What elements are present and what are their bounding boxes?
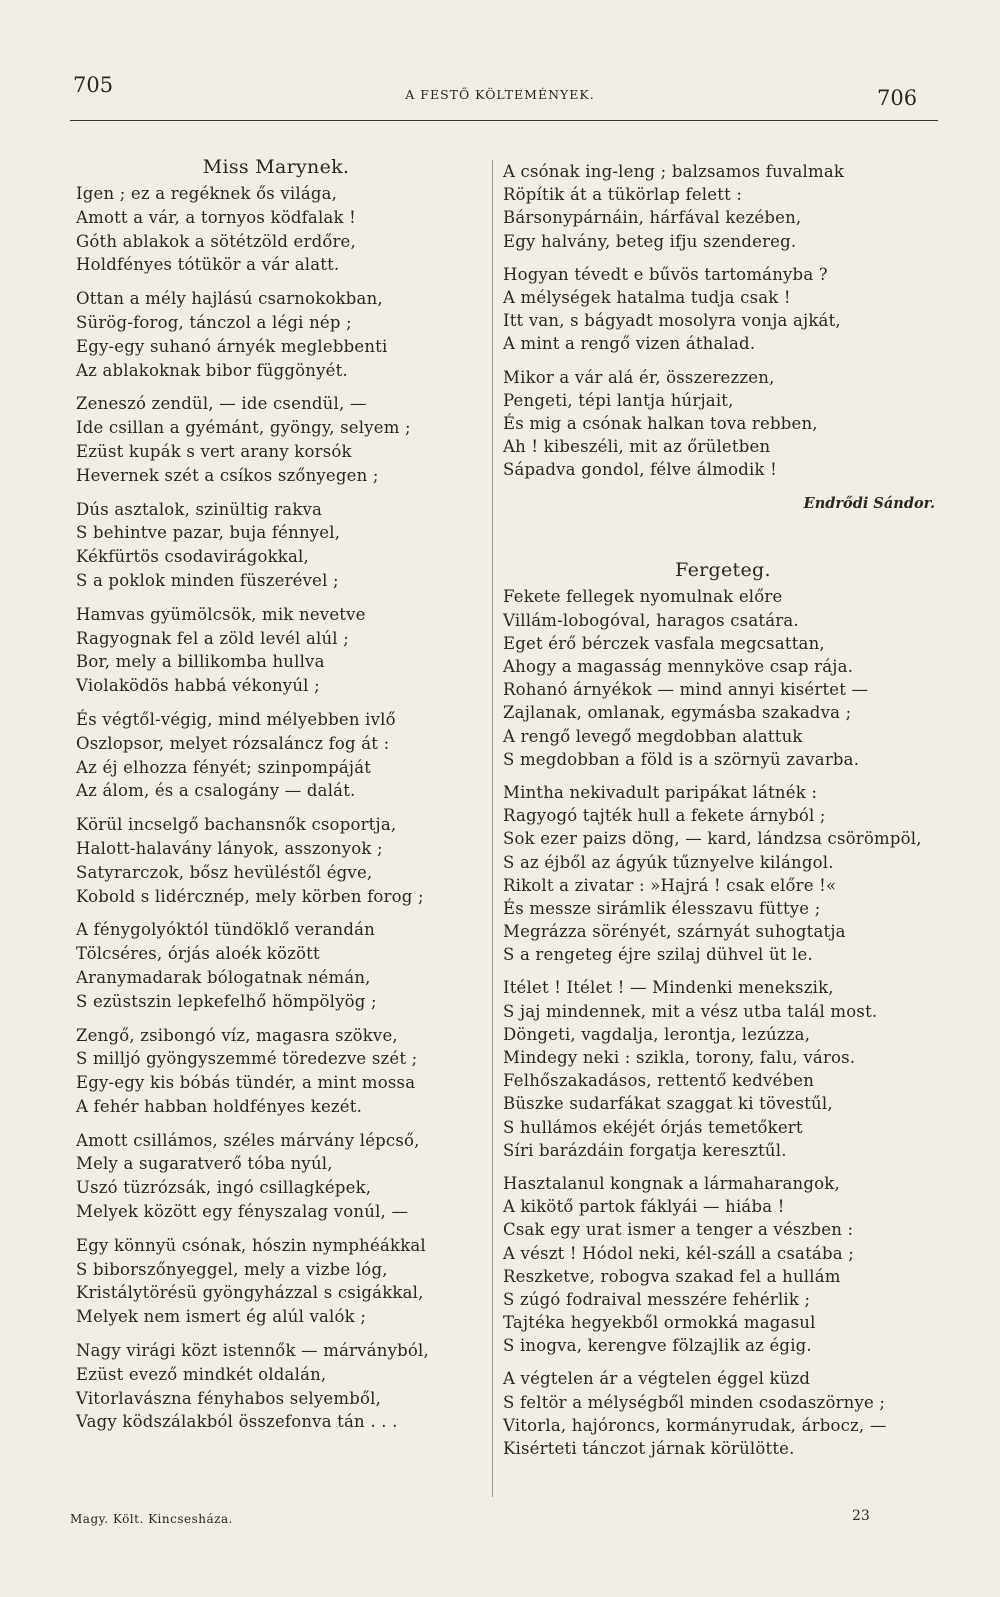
verse-line: Mikor a vár alá ér, összerezzen,: [503, 367, 775, 387]
verse-line: Hevernek szét a csíkos szőnyegen ;: [76, 465, 379, 485]
verse-line: Reszketve, robogva szakad fel a hullám: [503, 1266, 841, 1286]
verse-line: És végtől-végig, mind mélyebben ivlő: [76, 709, 396, 729]
verse-line: Az éj elhozza fényét; szinpompáját: [76, 757, 372, 777]
stanza: [503, 781, 943, 967]
verse-line: A kikötő partok fáklyái — hiába !: [503, 1197, 785, 1217]
stanza: [503, 1367, 943, 1460]
verse-line: Síri barázdáin forgatja keresztűl.: [503, 1140, 787, 1160]
verse-line: S feltör a mélységből minden csodaszörnye ;: [503, 1392, 886, 1412]
verse-line: Egy-egy suhanó árnyék meglebbenti: [76, 336, 388, 356]
verse-line: A mélységek hatalma tudja csak !: [503, 287, 791, 307]
verse-line: Csak egy urat ismer a tenger a vészben :: [503, 1220, 854, 1240]
poem-author: Endrődi Sándor.: [803, 495, 935, 513]
stanza: [503, 976, 943, 1162]
verse-line: Oszlopsor, melyet rózsaláncz fog át :: [76, 733, 390, 753]
verse-line: Kisérteti tánczot járnak körülötte.: [503, 1439, 795, 1458]
verse-line: Büszke sudarfákat szaggat ki tövestűl,: [503, 1094, 833, 1114]
poem-title-fergeteg: Fergeteg.: [675, 559, 771, 582]
verse-line: Villám-lobogóval, haragos csatára.: [503, 610, 799, 630]
verse-line: Sürög-forog, tánczol a légi nép ;: [76, 312, 352, 332]
verse-line: S milljó gyöngyszemmé töredezve szét ;: [76, 1049, 418, 1069]
stanza: [76, 1234, 476, 1329]
verse-line: Mely a sugaratverő tóba nyúl,: [76, 1154, 333, 1174]
verse-line: Vitorla, hajóroncs, kormányrudak, árbocz, —: [503, 1415, 887, 1435]
left-stanzas: [76, 182, 476, 1434]
verse-line: Az álom, és a csalogány — dalát.: [76, 781, 356, 801]
verse-line: Ide csillan a gyémánt, gyöngy, selyem ;: [76, 418, 411, 438]
verse-line: S jaj mindennek, mit a vész utba talál most.: [503, 1001, 878, 1021]
stanza: [76, 708, 476, 803]
verse-line: Körül incselgő bachansnők csoportja,: [76, 815, 397, 835]
verse-line: S behintve pazar, buja fénnyel,: [76, 523, 341, 543]
verse-line: Bor, mely a billikomba hullva: [76, 652, 325, 672]
verse-line: Hogyan tévedt e bűvös tartományba ?: [503, 264, 828, 284]
stanza: [503, 585, 943, 771]
verse-line: Aranymadarak bólogatnak némán,: [76, 967, 371, 987]
stanza: [76, 498, 476, 593]
verse-line: Vitorlavászna fényhabos selyemből,: [76, 1388, 382, 1408]
verse-line: Felhőszakadásos, rettentő kedvében: [503, 1071, 815, 1091]
verse-line: S inogva, kerengve fölzajlik az égig.: [503, 1336, 812, 1356]
verse-line: S biborszőnyeggel, mely a vizbe lóg,: [76, 1259, 388, 1279]
verse-line: Holdfényes tótükör a vár alatt.: [76, 255, 340, 275]
left-column: [76, 152, 476, 1444]
verse-line: Ragyognak fel a zöld levél alúl ;: [76, 628, 349, 648]
verse-line: S a rengeteg éjre szilaj dühvel üt le.: [503, 945, 813, 965]
page-number-right: 706: [877, 86, 918, 110]
verse-line: Nagy virági közt istennők — márványból,: [76, 1341, 429, 1361]
verse-line: S az éjből az ágyúk tűznyelve kilángol.: [503, 852, 834, 872]
verse-line: Amott a vár, a tornyos ködfalak !: [76, 207, 356, 227]
verse-line: Mindegy neki : szikla, torony, falu, város.: [503, 1048, 856, 1067]
verse-line: Kékfürtös csodavirágokkal,: [76, 547, 309, 567]
signature-mark: Magy. Költ. Kincsesháza.: [70, 1512, 233, 1526]
sheet-number: 23: [852, 1508, 870, 1524]
poem-title-miss-marynek: Miss Marynek.: [202, 156, 350, 178]
verse-line: Kobold s lidércznép, mely körben forog ;: [76, 886, 424, 906]
verse-line: Halott-halavány lányok, asszonyok ;: [76, 838, 383, 858]
verse-line: Tölcséres, órjás aloék között: [76, 944, 320, 964]
verse-line: Ah ! kibeszéli, mit az őrületben: [503, 437, 771, 457]
stanza: [76, 603, 476, 698]
verse-line: Ragyogó tajték hull a fekete árnyból ;: [503, 806, 826, 826]
stanza: [76, 182, 476, 277]
stanza: [76, 918, 476, 1013]
stanza: [503, 1172, 943, 1358]
right-column: [503, 160, 943, 1470]
verse-line: A fénygolyóktól tündöklő verandán: [76, 920, 375, 940]
stanza: [76, 392, 476, 487]
verse-line: És mig a csónak halkan tova rebben,: [503, 413, 818, 433]
verse-line: A fehér habban holdfényes kezét.: [76, 1096, 363, 1116]
verse-line: Ezüst kupák s vert arany korsók: [76, 441, 352, 461]
verse-line: Amott csillámos, széles márvány lépcső,: [76, 1130, 420, 1150]
verse-line: Döngeti, vagdalja, lerontja, lezúzza,: [503, 1024, 811, 1044]
verse-line: A csónak ing-leng ; balzsamos fuvalmak: [503, 162, 845, 181]
verse-line: S megdobban a föld is a szörnyü zavarba.: [503, 749, 860, 769]
verse-line: S ezüstszin lepkefelhő hömpölyög ;: [76, 991, 377, 1011]
header-rule: [70, 120, 938, 121]
stanza: [76, 287, 476, 382]
verse-line: A vészt ! Hódol neki, kél-száll a csatába ;: [503, 1243, 854, 1263]
verse-line: Ezüst evező mindkét oldalán,: [76, 1364, 327, 1384]
verse-line: A végtelen ár a végtelen éggel küzd: [503, 1369, 811, 1389]
verse-line: Zajlanak, omlanak, egymásba szakadva ;: [503, 703, 852, 723]
stanza: [76, 813, 476, 908]
verse-line: Dús asztalok, szinültig rakva: [76, 499, 323, 519]
verse-line: Igen ; ez a regéknek ős világa,: [76, 184, 338, 203]
verse-line: Egy könnyü csónak, hószin nymphéákkal: [76, 1235, 426, 1255]
verse-line: Itt van, s bágyadt mosolyra vonja ajkát,: [503, 311, 841, 331]
verse-line: Vagy ködszálakból összefonva tán . . .: [76, 1412, 398, 1432]
page-number-left: 705: [73, 73, 114, 97]
verse-line: Egy halvány, beteg ifju szendereg.: [503, 231, 797, 251]
poem-continuation-stanzas: [503, 160, 943, 481]
verse-line: Fekete fellegek nyomulnak előre: [503, 587, 783, 607]
verse-line: S a poklok minden füszerével ;: [76, 570, 339, 590]
verse-line: Zeneszó zendül, — ide csendül, —: [76, 394, 367, 414]
verse-line: Itélet ! Itélet ! — Mindenki menekszik,: [503, 978, 834, 998]
verse-line: Melyek nem ismert ég alúl valók ;: [76, 1307, 367, 1327]
verse-line: S hullámos ekéjét órjás temetőkert: [503, 1117, 803, 1137]
verse-line: Röpítik át a tükörlap felett :: [503, 185, 743, 205]
verse-line: Eget érő bérczek vasfala megcsattan,: [503, 633, 825, 653]
verse-line: Rohanó árnyékok — mind annyi kisértet —: [503, 680, 869, 700]
verse-line: Kristálytörésü gyöngyházzal s csigákkal,: [76, 1283, 424, 1303]
verse-line: Ahogy a magasság mennyköve csap rája.: [503, 657, 854, 676]
verse-line: Satyrarczok, bősz hevüléstől égve,: [76, 862, 373, 882]
stanza: [76, 1024, 476, 1119]
verse-line: A rengő levegő megdobban alattuk: [503, 726, 803, 746]
verse-line: Hasztalanul kongnak a lármaharangok,: [503, 1173, 840, 1193]
verse-line: Rikolt a zivatar : »Hajrá ! csak előre !«: [503, 875, 837, 895]
verse-line: S zúgó fodraival messzére fehérlik ;: [503, 1289, 811, 1309]
stanza: [503, 263, 943, 356]
running-head: A FESTŐ KÖLTEMÉNYEK.: [405, 87, 595, 102]
stanza: [503, 160, 943, 253]
verse-line: A mint a rengő vizen áthalad.: [503, 334, 756, 354]
verse-line: Az ablakoknak bibor függönyét.: [76, 360, 348, 380]
verse-line: Megrázza sörényét, szárnyát suhogtatja: [503, 922, 846, 942]
verse-line: Sápadva gondol, félve álmodik !: [503, 460, 777, 480]
column-divider: [492, 160, 493, 1497]
verse-line: Egy-egy kis bóbás tündér, a mint mossa: [76, 1073, 416, 1093]
verse-line: Góth ablakok a sötétzöld erdőre,: [76, 231, 356, 251]
stanza: [503, 366, 943, 482]
verse-line: Hamvas gyümölcsök, mik nevetve: [76, 604, 366, 624]
verse-line: Zengő, zsibongó víz, magasra szökve,: [76, 1025, 398, 1045]
verse-line: Ottan a mély hajlású csarnokokban,: [76, 289, 383, 309]
verse-line: Melyek között egy fényszalag vonúl, —: [76, 1202, 409, 1222]
verse-line: Pengeti, tépi lantja húrjait,: [503, 390, 734, 410]
verse-line: Tajtéka hegyekből ormokká magasul: [503, 1313, 816, 1333]
verse-line: Mintha nekivadult paripákat látnék :: [503, 782, 818, 802]
stanza: [76, 1339, 476, 1434]
fergeteg-stanzas: [503, 585, 943, 1460]
verse-line: Uszó tüzrózsák, ingó csillagképek,: [76, 1178, 372, 1198]
verse-line: Bársonypárnáin, hárfával kezében,: [503, 208, 802, 228]
verse-line: Sok ezer paizs döng, — kard, lándzsa csörömpöl,: [503, 829, 922, 849]
stanza: [76, 1129, 476, 1224]
verse-line: És messze sirámlik élesszavu füttye ;: [503, 898, 821, 918]
verse-line: Violaködös habbá vékonyúl ;: [76, 676, 320, 696]
